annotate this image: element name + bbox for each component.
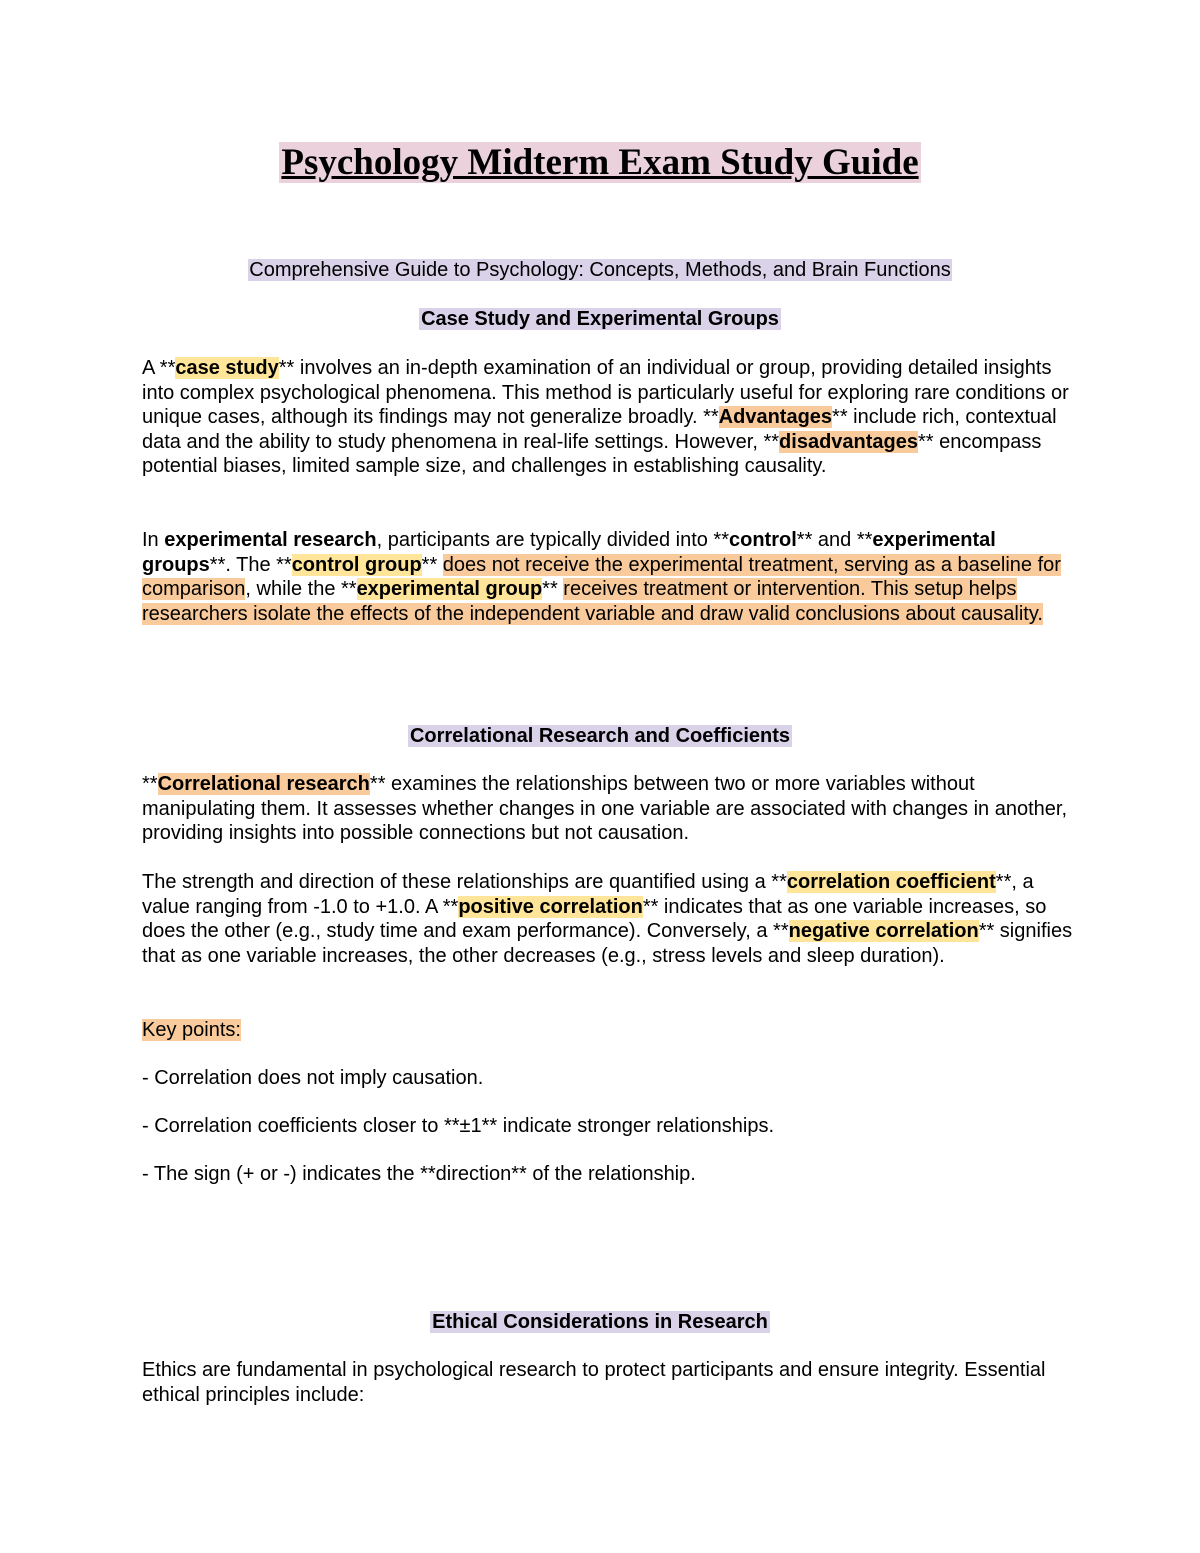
highlight-term: control group	[291, 553, 422, 576]
bullet-item: - Correlation coefficients closer to **±1** indicate stronger relationships.	[142, 1115, 775, 1137]
bold-term: experimental research	[164, 529, 377, 551]
section-heading-text: Case Study and Experimental Groups	[421, 308, 779, 330]
subtitle	[0, 258, 1200, 283]
section-heading-case-study	[0, 307, 1200, 332]
bold-term: control	[729, 529, 797, 551]
section-heading-correlational	[0, 724, 1200, 749]
section-heading-text: Correlational Research and Coefficients	[409, 725, 791, 747]
page-title	[0, 141, 1200, 185]
highlight-term: positive correlation	[458, 895, 643, 918]
bullet-item: - The sign (+ or -) indicates the **direction** of the relationship.	[142, 1163, 696, 1185]
title-text: Psychology Midterm Exam Study Guide	[281, 142, 919, 183]
bold-term: experimental groups	[142, 529, 996, 576]
section-heading-ethics	[0, 1310, 1200, 1335]
paragraph-ethics: Ethics are fundamental in psychological research to protect participants and ensure integrity. Essential ethical principles include:	[142, 1359, 1046, 1406]
key-points-label: Key points:	[142, 1019, 241, 1041]
paragraph-experimental-research: In experimental research, participants are typically divided into **control** and **experimental groups**. The **control group** does not receive the experimental treatment, serving as a baseline for comparison, while the **experimental group** receives treatment or intervention. This setup helps researchers isolate the effects of the independent variable and draw valid conclusions about causality.	[142, 529, 1061, 625]
highlight-term: disadvantages	[779, 430, 918, 453]
highlight-phrase: does not receive the experimental treatment, serving as a baseline for comparison	[142, 553, 1061, 600]
section-heading-text: Ethical Considerations in Research	[432, 1311, 768, 1333]
paragraph-correlation-coefficient: The strength and direction of these relationships are quantified using a **correlation coefficient**, a value ranging from -1.0 to +1.0. A **positive correlation** indicates that as one variable increases, so does the other (e.g., study time and exam performance). Conversely, a **negative correlation** signifies that as one variable increases, the other decreases (e.g., stress levels and sleep duration).	[142, 871, 1073, 967]
paragraph-case-study: A **case study** involves an in-depth examination of an individual or group, providing detailed insights into complex psychological phenomena. This method is particularly useful for exploring rare conditions or unique cases, although its findings may not generalize broadly. **Advantages** include rich, contextual data and the ability to study phenomena in real-life settings. However, **disadvantages** encompass potential biases, limited sample size, and challenges in establishing causality.	[142, 357, 1069, 477]
highlight-term: experimental group	[356, 578, 543, 600]
highlight-phrase: receives treatment or intervention. This setup helps researchers isolate the effects of the independent variable and draw valid conclusions about causality.	[142, 578, 1043, 625]
subtitle-text: Comprehensive Guide to Psychology: Concepts, Methods, and Brain Functions	[249, 259, 951, 281]
highlight-term: correlation coefficient	[786, 871, 996, 893]
highlight-term: Advantages	[718, 406, 833, 428]
highlight-term: negative correlation	[788, 920, 979, 942]
highlight-term: case study	[175, 357, 279, 379]
paragraph-correlational-research: **Correlational research** examines the relationships between two or more variables without manipulating them. It assesses whether changes in one variable are associated with changes in another, providing insights into possible connections but not causation.	[142, 773, 1067, 844]
bullet-item: - Correlation does not imply causation.	[142, 1067, 484, 1089]
highlight-term: Correlational research	[157, 773, 370, 795]
